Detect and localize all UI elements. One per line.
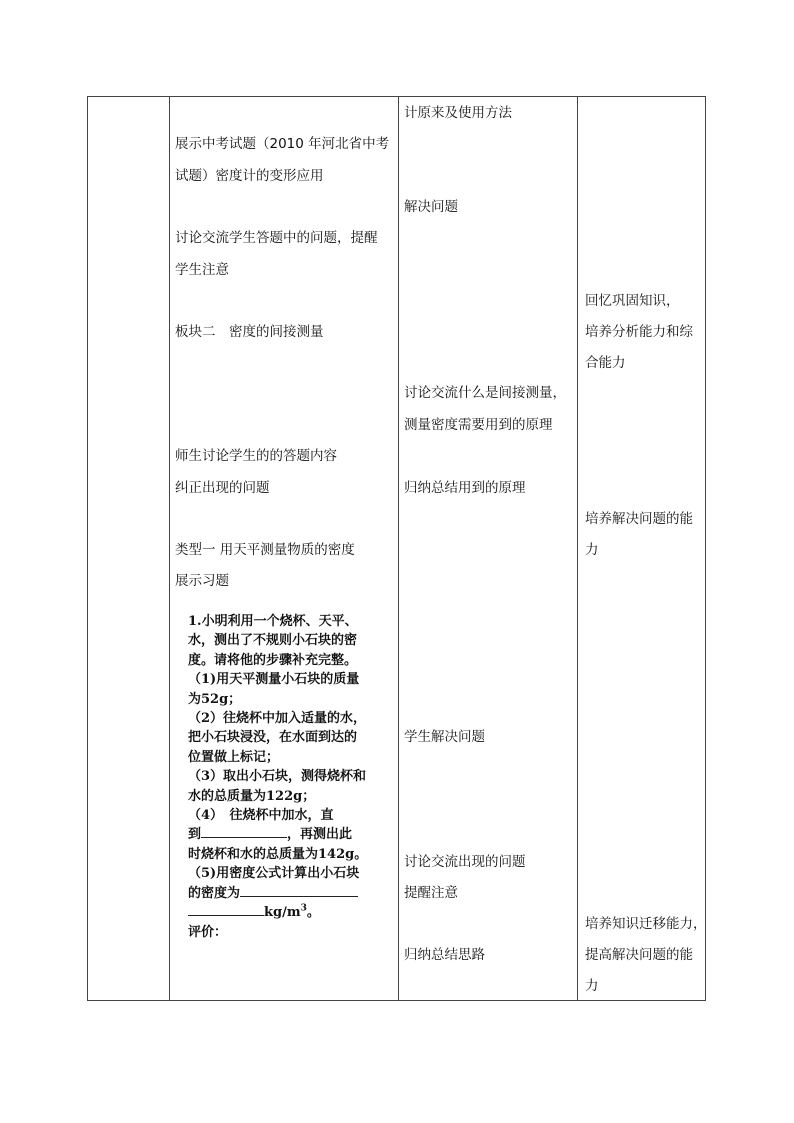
teacher-activity-line: 试题）密度计的变形应用 [175, 168, 324, 184]
design-intent-line: 培养分析能力和综 [585, 324, 693, 340]
answer-blank [240, 884, 358, 897]
section-heading: 板块二 密度的间接测量 [175, 324, 324, 340]
exercise-line: 评价： [188, 924, 228, 940]
student-activity-line: 解决问题 [404, 199, 458, 215]
exercise-line: （3）取出小石块，测得烧杯和 [188, 769, 367, 785]
subsection-heading: 类型一 用天平测量物质的密度 [175, 542, 355, 558]
exercise-line: 度。请将他的步骤补充完整。 [188, 652, 358, 668]
exercise-line: （1)用天平测量小石块的质量 [188, 672, 360, 688]
student-activity-line: 学生解决问题 [404, 729, 485, 745]
design-intent-line: 培养知识迁移能力， [585, 916, 707, 932]
design-intent-line: 力 [585, 542, 599, 558]
column-divider-2 [398, 97, 399, 1000]
exercise-line: 位置做上标记； [188, 749, 280, 765]
exercise-line: 水的总质量为122g； [188, 788, 316, 804]
teacher-activity-line: 纠正出现的问题 [175, 480, 270, 496]
exercise-line: （5)用密度公式计算出小石块 [188, 866, 360, 882]
exercise-line: 水，测出了不规则小石块的密 [188, 633, 358, 649]
exercise-line: 1.小明利用一个烧杯、天平、 [188, 614, 358, 629]
teacher-activity-line: 展示中考试题（2010 年河北省中考 [175, 136, 390, 152]
design-intent-line: 培养解决问题的能 [585, 511, 693, 527]
exercise-line: 时烧杯和水的总质量为142g。 [188, 846, 368, 862]
exercise-line [188, 825, 388, 844]
teacher-activity-line: 学生注意 [175, 262, 229, 278]
exercise-line [188, 903, 388, 922]
exercise-text: ，再测出此 [287, 827, 353, 843]
exercise-text: 。 [306, 905, 320, 921]
unit-text: kg/m [264, 905, 301, 921]
student-activity-line: 计原来及使用方法 [404, 105, 512, 121]
answer-blank [201, 825, 287, 838]
exercise-block [188, 612, 388, 942]
unit-superscript: 3 [300, 903, 307, 914]
teacher-activity-line: 师生讨论学生的的答题内容 [175, 448, 337, 464]
teacher-activity-line: 展示习题 [175, 573, 229, 589]
exercise-line [188, 884, 388, 903]
student-activity-line: 提醒注意 [404, 885, 458, 901]
exercise-line: 把小石块浸没，在水面到达的 [188, 730, 358, 746]
column-divider-3 [577, 97, 578, 1000]
exercise-line: （4） 往烧杯中加水，直 [188, 808, 334, 824]
design-intent-line: 回忆巩固知识， [585, 293, 680, 309]
student-activity-line: 归纳总结思路 [404, 947, 485, 963]
student-activity-line: 讨论交流出现的问题 [404, 854, 526, 870]
teacher-activity-line: 讨论交流学生答题中的问题，提醒 [175, 230, 378, 246]
exercise-line: 为52g； [188, 691, 242, 707]
column-divider-1 [169, 97, 170, 1000]
answer-blank [188, 903, 264, 916]
student-activity-line: 测量密度需要用到的原理 [404, 417, 553, 433]
design-intent-line: 合能力 [585, 355, 626, 371]
design-intent-line: 提高解决问题的能 [585, 947, 693, 963]
student-activity-line: 讨论交流什么是间接测量， [404, 385, 566, 401]
student-activity-line: 归纳总结用到的原理 [404, 480, 526, 496]
design-intent-line: 力 [585, 978, 599, 994]
exercise-text: 的密度为 [188, 885, 241, 901]
exercise-text: 到 [188, 827, 202, 843]
exercise-line: （2）往烧杯中加入适量的水， [188, 711, 367, 727]
